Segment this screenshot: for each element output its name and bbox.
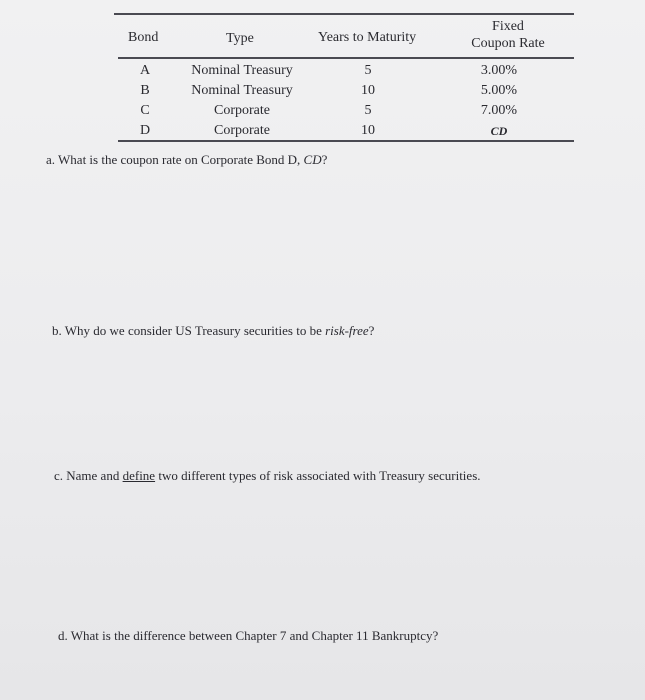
question-b-italic: risk-free	[325, 323, 369, 338]
cell-rate: 3.00%	[480, 63, 518, 78]
cell-years: 10	[361, 83, 375, 98]
cell-bond: D	[139, 123, 151, 138]
header-years-to-maturity: Years to Maturity	[318, 30, 417, 45]
header-fixed-coupon-rate	[468, 18, 548, 52]
table-bottom-rule	[118, 140, 574, 142]
cell-type: Corporate	[214, 103, 270, 118]
question-b	[52, 322, 374, 340]
cell-rate: 7.00%	[480, 103, 518, 118]
cell-type: Corporate	[214, 123, 270, 138]
question-c-underlined: define	[122, 468, 156, 483]
question-d: d. What is the difference between Chapter 7 and Chapter 11 Bankruptcy?	[58, 628, 439, 643]
question-b-text: b. Why do we consider US Treasury securities to be	[52, 323, 326, 338]
question-c	[54, 467, 481, 485]
cell-bond: C	[140, 103, 150, 118]
question-a	[46, 151, 327, 169]
header-fixed-line2: Coupon Rate	[471, 36, 545, 51]
question-c-end: two different types of risk associated with Treasury securities.	[155, 468, 481, 483]
table-header-rule	[118, 57, 574, 59]
cell-years: 5	[364, 63, 372, 78]
header-bond: Bond	[128, 30, 159, 45]
header-fixed-line1: Fixed	[492, 19, 524, 34]
header-type: Type	[226, 31, 254, 46]
table-top-rule	[114, 13, 574, 15]
cell-rate-symbol: CD	[490, 124, 508, 138]
question-a-symbol: CD	[303, 152, 322, 167]
question-c-text: c. Name and	[54, 468, 123, 483]
question-a-text: a. What is the coupon rate on Corporate Bond D,	[46, 152, 304, 167]
cell-rate: 5.00%	[480, 83, 518, 98]
cell-type: Nominal Treasury	[191, 83, 293, 98]
question-b-end: ?	[368, 323, 375, 338]
cell-years: 5	[364, 103, 372, 118]
cell-type: Nominal Treasury	[191, 63, 293, 78]
cell-bond: A	[139, 63, 151, 78]
cell-years: 10	[361, 123, 375, 138]
cell-bond: B	[140, 83, 150, 98]
question-a-end: ?	[321, 152, 328, 167]
